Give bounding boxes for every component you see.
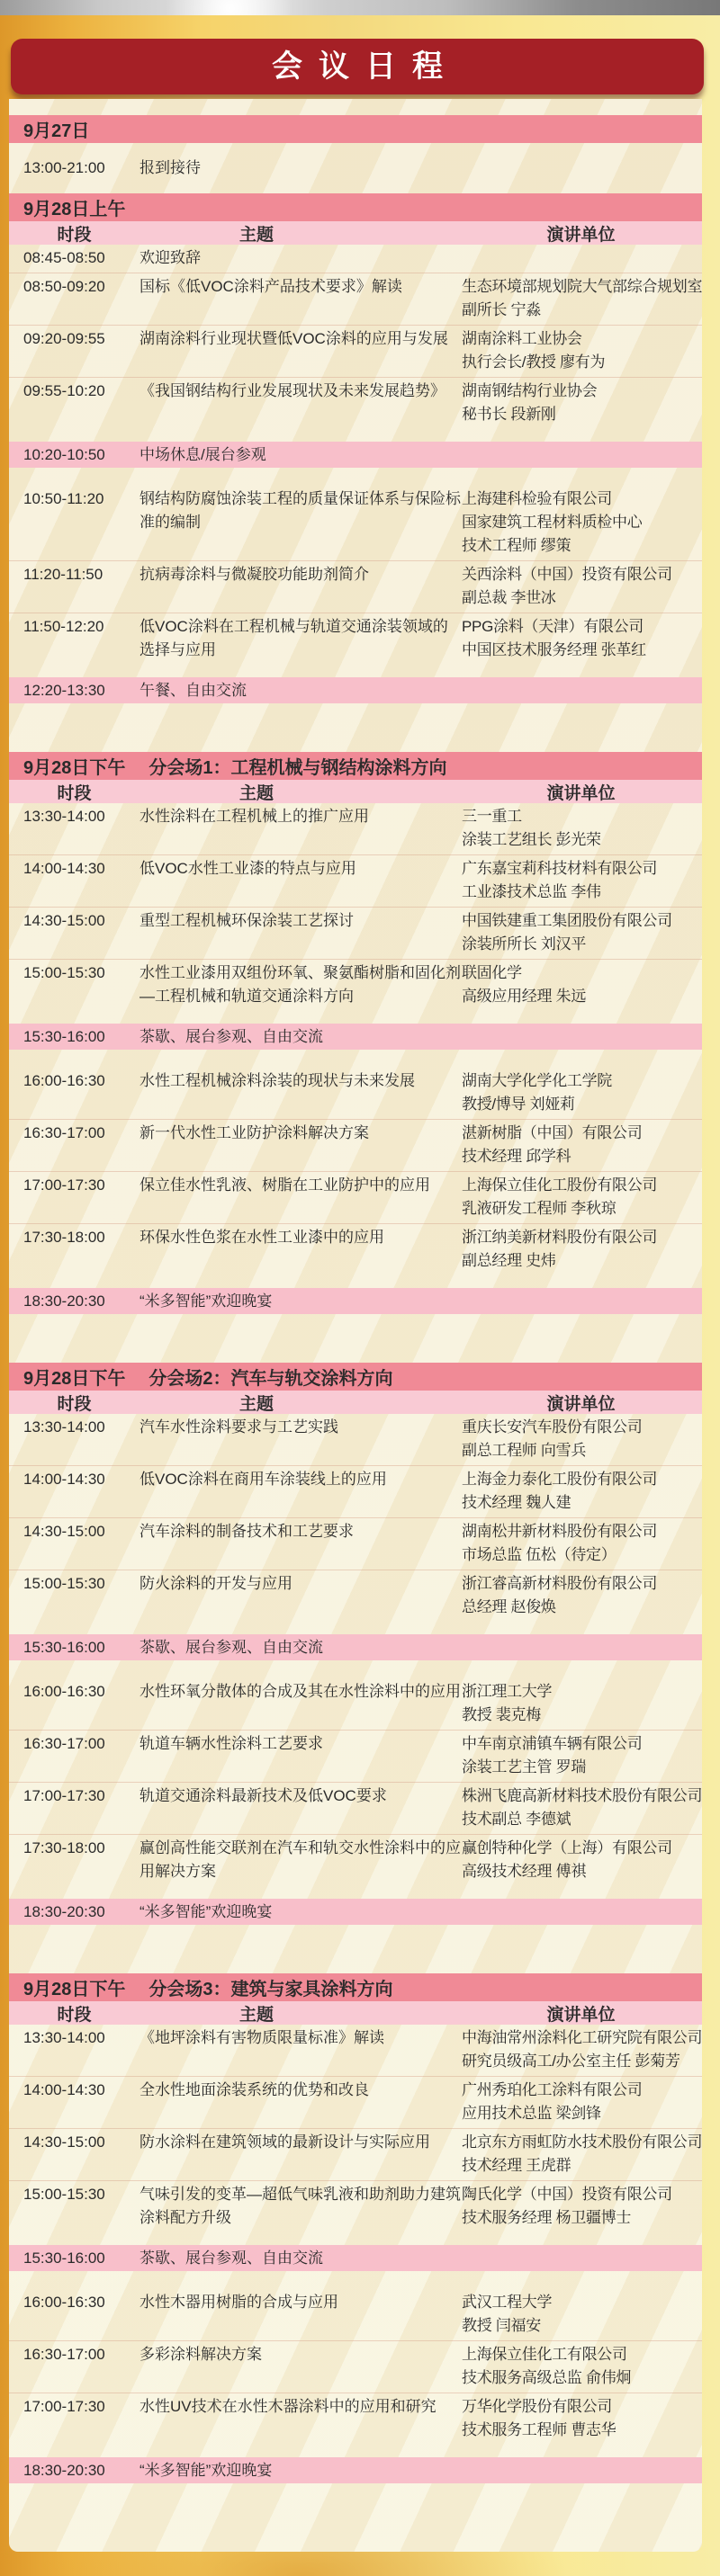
org-line: 浙江纳美新材料股份有限公司 <box>462 1229 658 1246</box>
org-line: 中国铁建重工集团股份有限公司 <box>462 912 672 929</box>
org-line: 上海保立佳化工有限公司 <box>462 2346 627 2363</box>
row-org <box>462 962 700 1008</box>
org-line: 赢创特种化学（上海）有限公司 <box>462 1839 672 1856</box>
agenda-row <box>9 959 702 1011</box>
row-time: 08:50-09:20 <box>23 278 105 295</box>
row-org <box>462 2343 700 2390</box>
org-line: 技术经理 王虎群 <box>462 2157 572 2174</box>
org-line: 重庆长安汽车股份有限公司 <box>462 1418 643 1436</box>
org-line: 武汉工程大学 <box>462 2294 553 2311</box>
row-time: 15:30-16:00 <box>23 2250 105 2267</box>
org-line: 技术服务工程师 曹志华 <box>462 2421 616 2438</box>
section-rows <box>9 803 702 1314</box>
column-header-time: 时段 <box>57 783 92 803</box>
org-line: 生态环境部规划院大气部综合规划室 <box>462 278 703 295</box>
org-line: 湖南松井新材料股份有限公司 <box>462 1523 658 1540</box>
row-time: 13:00-21:00 <box>23 159 105 176</box>
row-topic: “米多智能”欢迎晚宴 <box>140 1292 273 1310</box>
org-line: 关西涂料（中国）投资有限公司 <box>462 566 672 583</box>
org-line: 三一重工 <box>462 808 522 825</box>
org-line: 技术服务经理 杨卫疆博士 <box>462 2209 632 2226</box>
org-line: 中海油常州涂料化工研究院有限公司 <box>462 2029 703 2046</box>
row-topic: 环保水性色浆在水性工业漆中的应用 <box>140 1229 384 1246</box>
org-line: 万华化学股份有限公司 <box>462 2398 612 2415</box>
agenda-section <box>9 1363 702 1925</box>
agenda-row <box>9 245 702 273</box>
org-line: 中车南京浦镇车辆有限公司 <box>462 1735 643 1752</box>
row-time: 18:30-20:30 <box>23 2462 105 2479</box>
agenda-row <box>9 2128 702 2180</box>
section-rows <box>9 245 702 703</box>
org-line: 涂装工艺组长 彭光荣 <box>462 831 601 848</box>
page-title-bar <box>11 39 704 94</box>
row-time: 16:30-17:00 <box>23 1124 105 1141</box>
agenda-row <box>9 2180 702 2232</box>
row-org <box>462 1174 700 1221</box>
agenda-row <box>9 1068 702 1119</box>
row-org <box>462 1732 700 1779</box>
column-header-org: 演讲单位 <box>546 783 616 803</box>
section-rows <box>9 2025 702 2483</box>
row-time: 17:00-17:30 <box>23 1176 105 1194</box>
row-topic: 低VOC涂料在工程机械与轨道交通涂装领域的选择与应用 <box>140 618 448 658</box>
row-time: 16:30-17:00 <box>23 2346 105 2363</box>
row-topic: 多彩涂料解决方案 <box>140 2346 262 2363</box>
row-topic: 低VOC涂料在商用车涂装线上的应用 <box>140 1471 387 1488</box>
section-rows <box>9 143 702 193</box>
agenda-row <box>9 1782 702 1834</box>
page-title: 会议日程 <box>272 49 459 84</box>
row-time: 10:20-10:50 <box>23 446 105 463</box>
column-header-topic: 主题 <box>238 225 274 245</box>
column-header-row <box>9 221 702 245</box>
row-topic: 午餐、自由交流 <box>140 682 247 699</box>
section-header <box>9 752 702 780</box>
agenda-row <box>9 803 702 854</box>
row-org <box>462 1520 700 1567</box>
section-date: 9月28日上午 <box>23 200 126 219</box>
row-topic: 钢结构防腐蚀涂装工程的质量保证体系与保险标准的编制 <box>140 490 461 531</box>
row-topic: 水性UV技术在水性木器涂料中的应用和研究 <box>140 2398 436 2415</box>
row-org <box>462 327 700 374</box>
row-time: 16:00-16:30 <box>23 1072 105 1089</box>
org-line: 总经理 赵俊焕 <box>462 1598 556 1615</box>
agenda-row <box>9 613 702 665</box>
row-topic: 赢创高性能交联剂在汽车和轨交水性涂料中的应用解决方案 <box>140 1839 461 1880</box>
org-line: 应用技术总监 梁剑锋 <box>462 2105 601 2122</box>
org-line: 广州秀珀化工涂料有限公司 <box>462 2081 643 2098</box>
org-line: 技术副总 李德斌 <box>462 1811 572 1828</box>
org-line: 湖南涂料工业协会 <box>462 330 582 347</box>
row-org <box>462 275 703 322</box>
row-topic: “米多智能”欢迎晚宴 <box>140 2462 273 2479</box>
org-line: 副总裁 李世冰 <box>462 589 556 606</box>
agenda-row <box>9 2025 702 2076</box>
agenda-row <box>9 907 702 959</box>
row-topic: 国标《低VOC涂料产品技术要求》解读 <box>140 278 402 295</box>
agenda-row <box>9 1414 702 1465</box>
agenda-row <box>9 1678 702 1730</box>
row-topic: 新一代水性工业防护涂料解决方案 <box>140 1124 369 1141</box>
row-topic: 茶歇、展台参观、自由交流 <box>140 1639 323 1656</box>
row-topic: 轨道交通涂料最新技术及低VOC要求 <box>140 1787 387 1804</box>
org-line: 教授 裴克梅 <box>462 1706 541 1723</box>
row-org <box>462 1784 703 1831</box>
row-org <box>462 487 700 558</box>
row-time: 14:00-14:30 <box>23 1471 105 1488</box>
row-time: 14:30-15:00 <box>23 2133 105 2151</box>
agenda-row <box>9 2076 702 2128</box>
agenda-row <box>9 1834 702 1886</box>
row-topic: 抗病毒涂料与微凝胶功能助剂简介 <box>140 566 369 583</box>
row-topic: 欢迎致辞 <box>140 249 201 266</box>
org-line: 湛新树脂（中国）有限公司 <box>462 1124 643 1141</box>
row-org <box>462 1226 700 1273</box>
column-header-row <box>9 780 702 803</box>
row-org <box>462 2131 703 2178</box>
row-time: 15:30-16:00 <box>23 1028 105 1045</box>
row-time: 13:30-14:00 <box>23 808 105 825</box>
org-line: 技术经理 邱学科 <box>462 1148 572 1165</box>
row-time: 14:30-15:00 <box>23 1523 105 1540</box>
org-line: 上海保立佳化工股份有限公司 <box>462 1176 658 1194</box>
row-time: 16:00-16:30 <box>23 1683 105 1700</box>
org-line: 北京东方雨虹防水技术股份有限公司 <box>462 2133 703 2151</box>
agenda-row <box>9 1730 702 1782</box>
org-line: 技术服务高级总监 俞伟炯 <box>462 2369 632 2386</box>
agenda-row <box>9 677 702 703</box>
org-line: 乳液研发工程师 李秋琼 <box>462 1200 616 1217</box>
row-topic: 报到接待 <box>140 159 201 176</box>
column-header-org: 演讲单位 <box>546 225 616 245</box>
agenda-row <box>9 377 702 429</box>
row-org <box>462 1572 700 1619</box>
org-line: 涂装所所长 刘汉平 <box>462 935 587 953</box>
agenda-row <box>9 560 702 613</box>
org-line: 上海金力泰化工股份有限公司 <box>462 1471 658 1488</box>
row-topic: “米多智能”欢迎晚宴 <box>140 1903 273 1920</box>
column-header-time: 时段 <box>57 225 92 245</box>
row-time: 15:00-15:30 <box>23 1575 105 1592</box>
row-topic: 气味引发的变革—超低气味乳液和助剂助力建筑涂料配方升级 <box>140 2186 461 2226</box>
column-header-row <box>9 1391 702 1414</box>
org-line: 国家建筑工程材料质检中心 <box>462 514 643 531</box>
row-topic: 《地坪涂料有害物质限量标准》解读 <box>140 2029 384 2046</box>
section-header <box>9 1973 702 2001</box>
org-line: 技术经理 魏人建 <box>462 1494 572 1511</box>
row-time: 14:30-15:00 <box>23 912 105 929</box>
agenda-row <box>9 1517 702 1570</box>
row-org <box>462 1069 700 1116</box>
org-line: 浙江睿高新材料股份有限公司 <box>462 1575 658 1592</box>
row-time: 17:00-17:30 <box>23 2398 105 2415</box>
section-date: 9月28日下午 <box>23 1369 126 1389</box>
row-time: 17:30-18:00 <box>23 1229 105 1246</box>
row-org <box>462 1416 700 1462</box>
agenda-row <box>9 2457 702 2483</box>
agenda-row <box>9 442 702 468</box>
row-topic: 水性环氧分散体的合成及其在水性涂料中的应用 <box>140 1683 461 1700</box>
row-time: 09:20-09:55 <box>23 330 105 347</box>
org-line: 研究员级高工/办公室主任 彭菊芳 <box>462 2053 680 2070</box>
column-header-org: 演讲单位 <box>546 1394 616 1414</box>
row-topic: 防水涂料在建筑领域的最新设计与实际应用 <box>140 2133 430 2151</box>
agenda-row <box>9 1634 702 1660</box>
org-line: 教授 闫福安 <box>462 2317 541 2334</box>
row-topic: 水性木器用树脂的合成与应用 <box>140 2294 338 2311</box>
agenda-sections <box>9 115 702 2483</box>
row-time: 13:30-14:00 <box>23 1418 105 1436</box>
section-date: 9月28日下午 <box>23 758 126 778</box>
agenda-row <box>9 1171 702 1223</box>
row-time: 15:00-15:30 <box>23 2186 105 2203</box>
agenda-row <box>9 2245 702 2271</box>
row-org <box>462 1837 700 1883</box>
org-line: 湖南钢结构行业协会 <box>462 382 598 399</box>
row-org <box>462 1468 700 1515</box>
org-line: 副所长 宁淼 <box>462 301 541 318</box>
section-date: 9月27日 <box>23 121 90 141</box>
column-header-row <box>9 2001 702 2025</box>
section-header <box>9 1363 702 1391</box>
metal-top-strip <box>0 0 720 15</box>
row-time: 18:30-20:30 <box>23 1292 105 1310</box>
section-header <box>9 115 702 143</box>
row-time: 13:30-14:00 <box>23 2029 105 2046</box>
row-org <box>462 2026 703 2073</box>
row-org <box>462 857 700 904</box>
row-topic: 中场休息/展台参观 <box>140 446 266 463</box>
column-header-topic: 主题 <box>238 783 274 803</box>
org-line: 教授/博导 刘娅莉 <box>462 1096 575 1113</box>
row-time: 14:00-14:30 <box>23 2081 105 2098</box>
row-org <box>462 2183 700 2230</box>
row-topic: 轨道车辆水性涂料工艺要求 <box>140 1735 323 1752</box>
section-rows <box>9 1414 702 1925</box>
row-org <box>462 2291 700 2338</box>
org-line: 副总经理 史炜 <box>462 1252 556 1269</box>
row-org <box>462 615 700 662</box>
row-time: 16:00-16:30 <box>23 2294 105 2311</box>
row-topic: 全水性地面涂装系统的优势和改良 <box>140 2081 369 2098</box>
row-topic: 水性工程机械涂料涂装的现状与未来发展 <box>140 1072 415 1089</box>
agenda-row <box>9 1288 702 1314</box>
row-org <box>462 2395 700 2442</box>
agenda-row <box>9 325 702 377</box>
column-header-time: 时段 <box>57 1394 92 1414</box>
row-topic: 茶歇、展台参观、自由交流 <box>140 1028 323 1045</box>
row-org <box>462 909 700 956</box>
agenda-row <box>9 854 702 907</box>
agenda-row <box>9 2289 702 2340</box>
org-line: 陶氏化学（中国）投资有限公司 <box>462 2186 672 2203</box>
column-header-topic: 主题 <box>238 1394 274 1414</box>
org-line: 上海建科检验有限公司 <box>462 490 612 507</box>
row-topic: 《我国钢结构行业发展现状及未来发展趋势》 <box>140 382 446 399</box>
row-org <box>462 805 700 852</box>
row-time: 14:00-14:30 <box>23 860 105 877</box>
org-line: 副总工程师 向雪兵 <box>462 1442 587 1459</box>
row-topic: 水性涂料在工程机械上的推广应用 <box>140 808 369 825</box>
org-line: 联固化学 <box>462 964 522 981</box>
row-topic: 茶歇、展台参观、自由交流 <box>140 2250 323 2267</box>
agenda-row <box>9 1899 702 1925</box>
row-time: 15:00-15:30 <box>23 964 105 981</box>
agenda-row <box>9 273 702 325</box>
org-line: 秘书长 段新刚 <box>462 406 556 423</box>
agenda-row <box>9 143 702 193</box>
org-line: 技术工程师 缪策 <box>462 537 572 554</box>
org-line: 广东嘉宝莉科技材料有限公司 <box>462 860 658 877</box>
org-line: 高级应用经理 朱远 <box>462 988 587 1005</box>
row-time: 11:50-12:20 <box>23 618 104 635</box>
row-time: 16:30-17:00 <box>23 1735 105 1752</box>
org-line: 中国区技术服务经理 张革红 <box>462 641 646 658</box>
row-time: 17:30-18:00 <box>23 1839 105 1856</box>
row-time: 11:20-11:50 <box>23 566 104 583</box>
section-header <box>9 193 702 221</box>
agenda-section <box>9 752 702 1314</box>
org-line: 市场总监 伍松（待定） <box>462 1546 616 1563</box>
agenda-row <box>9 1024 702 1050</box>
agenda-section <box>9 1973 702 2483</box>
agenda-section <box>9 193 702 703</box>
agenda-row <box>9 2393 702 2445</box>
row-time: 09:55-10:20 <box>23 382 105 399</box>
row-org <box>462 563 700 610</box>
row-topic: 保立佳水性乳液、树脂在工业防护中的应用 <box>140 1176 430 1194</box>
section-session-title: 分会场3：建筑与家具涂料方向 <box>148 1980 393 1999</box>
column-header-org: 演讲单位 <box>546 2005 616 2025</box>
agenda-row <box>9 2340 702 2393</box>
org-line: 高级技术经理 傅祺 <box>462 1863 587 1880</box>
agenda-row <box>9 1570 702 1622</box>
row-topic: 湖南涂料行业现状暨低VOC涂料的应用与发展 <box>140 330 448 347</box>
row-time: 10:50-11:20 <box>23 490 104 507</box>
agenda-row <box>9 1119 702 1171</box>
row-topic: 汽车涂料的制备技术和工艺要求 <box>140 1523 354 1540</box>
agenda-row <box>9 1465 702 1517</box>
row-org <box>462 2079 700 2125</box>
org-line: 工业漆技术总监 李伟 <box>462 883 601 900</box>
section-session-title: 分会场1：工程机械与钢结构涂料方向 <box>148 758 447 778</box>
row-topic: 低VOC水性工业漆的特点与应用 <box>140 860 356 877</box>
row-time: 08:45-08:50 <box>23 249 105 266</box>
row-time: 15:30-16:00 <box>23 1639 105 1656</box>
row-time: 12:20-13:30 <box>23 682 105 699</box>
agenda-panel <box>9 99 702 2552</box>
org-line: 涂装工艺主管 罗瑞 <box>462 1758 587 1775</box>
org-line: PPG涂料（天津）有限公司 <box>462 618 644 635</box>
section-date: 9月28日下午 <box>23 1980 126 1999</box>
org-line: 株洲飞鹿高新材料技术股份有限公司 <box>462 1787 703 1804</box>
row-topic: 重型工程机械环保涂装工艺探讨 <box>140 912 354 929</box>
org-line: 执行会长/教授 廖有为 <box>462 353 606 371</box>
row-time: 17:00-17:30 <box>23 1787 105 1804</box>
section-session-title: 分会场2：汽车与轨交涂料方向 <box>148 1369 393 1389</box>
row-org <box>462 1122 700 1168</box>
row-org <box>462 380 700 426</box>
agenda-section <box>9 115 702 193</box>
column-header-time: 时段 <box>57 2005 92 2025</box>
agenda-row <box>9 486 702 560</box>
row-topic: 水性工业漆用双组份环氧、聚氨酯树脂和固化剂—工程机械和轨道交通涂料方向 <box>140 964 461 1005</box>
column-header-topic: 主题 <box>238 2005 274 2025</box>
row-org <box>462 1680 700 1727</box>
row-topic: 防火涂料的开发与应用 <box>140 1575 292 1592</box>
agenda-row <box>9 1223 702 1275</box>
row-time: 18:30-20:30 <box>23 1903 105 1920</box>
org-line: 浙江理工大学 <box>462 1683 553 1700</box>
org-line: 湖南大学化学化工学院 <box>462 1072 612 1089</box>
row-topic: 汽车水性涂料要求与工艺实践 <box>140 1418 338 1436</box>
